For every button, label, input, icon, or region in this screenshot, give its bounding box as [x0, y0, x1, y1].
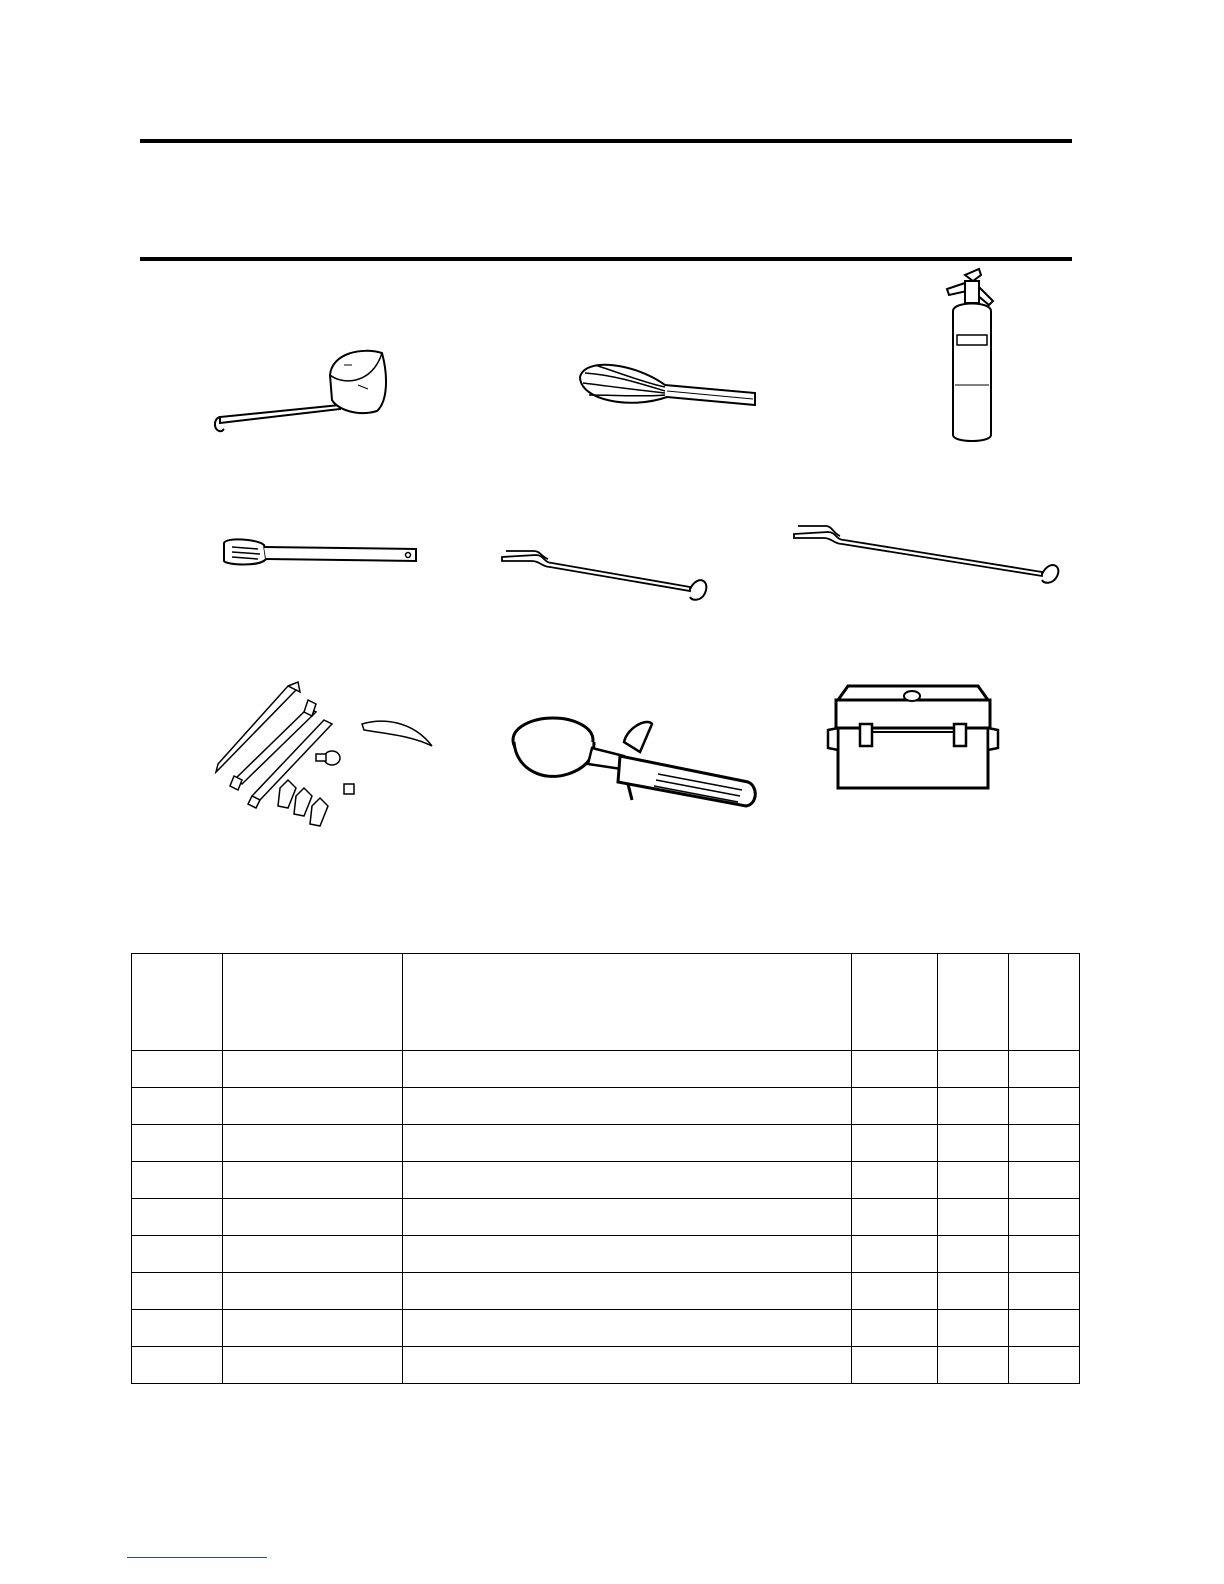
column-header: [132, 954, 223, 1051]
case-icon: [826, 684, 1001, 792]
hook-tool-icon: [500, 545, 710, 605]
table-cell: [403, 1310, 852, 1347]
table-cell: [938, 1310, 1009, 1347]
table-cell: [1009, 1236, 1080, 1273]
table-cell: [852, 1347, 938, 1384]
table-cell: [132, 1088, 223, 1125]
table-cell: [1009, 1051, 1080, 1088]
table-cell: [132, 1236, 223, 1273]
table-cell: [1009, 1162, 1080, 1199]
table-cell: [1009, 1310, 1080, 1347]
table-cell: [403, 1051, 852, 1088]
table-cell: [223, 1051, 403, 1088]
table-cell: [223, 1236, 403, 1273]
table-row: [132, 1162, 1080, 1199]
table-cell: [223, 1088, 403, 1125]
table-row: [132, 1347, 1080, 1384]
table-cell: [938, 1236, 1009, 1273]
table-cell: [403, 1199, 852, 1236]
table-cell: [852, 1088, 938, 1125]
table-cell: [1009, 1273, 1080, 1310]
header-rule-bottom: [140, 257, 1072, 261]
table-row: [132, 1088, 1080, 1125]
column-header: [938, 954, 1009, 1051]
table-cell: [852, 1236, 938, 1273]
table-cell: [403, 1162, 852, 1199]
table-cell: [403, 1273, 852, 1310]
table-row: [132, 1051, 1080, 1088]
whisk-icon: [575, 355, 760, 410]
table-cell: [938, 1125, 1009, 1162]
scoop-icon: [508, 712, 763, 832]
table-cell: [132, 1125, 223, 1162]
table-cell: [938, 1199, 1009, 1236]
table-cell: [852, 1125, 938, 1162]
fire-extinguisher-icon: [935, 265, 1010, 445]
table-cell: [223, 1310, 403, 1347]
table-cell: [223, 1162, 403, 1199]
table-cell: [938, 1088, 1009, 1125]
table-cell: [403, 1125, 852, 1162]
table-cell: [1009, 1125, 1080, 1162]
table-cell: [852, 1051, 938, 1088]
table-cell: [132, 1310, 223, 1347]
table-row: [132, 1273, 1080, 1310]
table-cell: [223, 1273, 403, 1310]
table-cell: [938, 1162, 1009, 1199]
table-cell: [852, 1199, 938, 1236]
hook-tool-icon: [792, 520, 1062, 585]
footer-link-underline: [127, 1557, 267, 1558]
table-cell: [403, 1347, 852, 1384]
table-cell: [132, 1273, 223, 1310]
column-header: [223, 954, 403, 1051]
table-cell: [132, 1162, 223, 1199]
header-rule-top: [140, 139, 1072, 143]
table-row: [132, 1199, 1080, 1236]
table-cell: [1009, 1199, 1080, 1236]
table-cell: [223, 1125, 403, 1162]
table-cell: [1009, 1347, 1080, 1384]
table-row: [132, 1125, 1080, 1162]
table-row: [132, 1236, 1080, 1273]
table-cell: [132, 1347, 223, 1384]
table-cell: [132, 1051, 223, 1088]
table-cell: [852, 1310, 938, 1347]
column-header: [1009, 954, 1080, 1051]
column-header: [403, 954, 852, 1051]
table-cell: [852, 1273, 938, 1310]
table-cell: [852, 1162, 938, 1199]
table-cell: [938, 1051, 1009, 1088]
table-cell: [403, 1088, 852, 1125]
table-cell: [1009, 1088, 1080, 1125]
table-row: [132, 1310, 1080, 1347]
table-cell: [223, 1199, 403, 1236]
brush-kit-icon: [212, 680, 442, 840]
table-cell: [938, 1347, 1009, 1384]
table-cell: [132, 1199, 223, 1236]
ladle-icon: [212, 345, 412, 440]
spatula-icon: [220, 535, 420, 571]
column-header: [852, 954, 938, 1051]
table-cell: [938, 1273, 1009, 1310]
table-header-row: [132, 954, 1080, 1051]
table-cell: [223, 1347, 403, 1384]
table-cell: [403, 1236, 852, 1273]
parts-table: [131, 953, 1080, 1384]
